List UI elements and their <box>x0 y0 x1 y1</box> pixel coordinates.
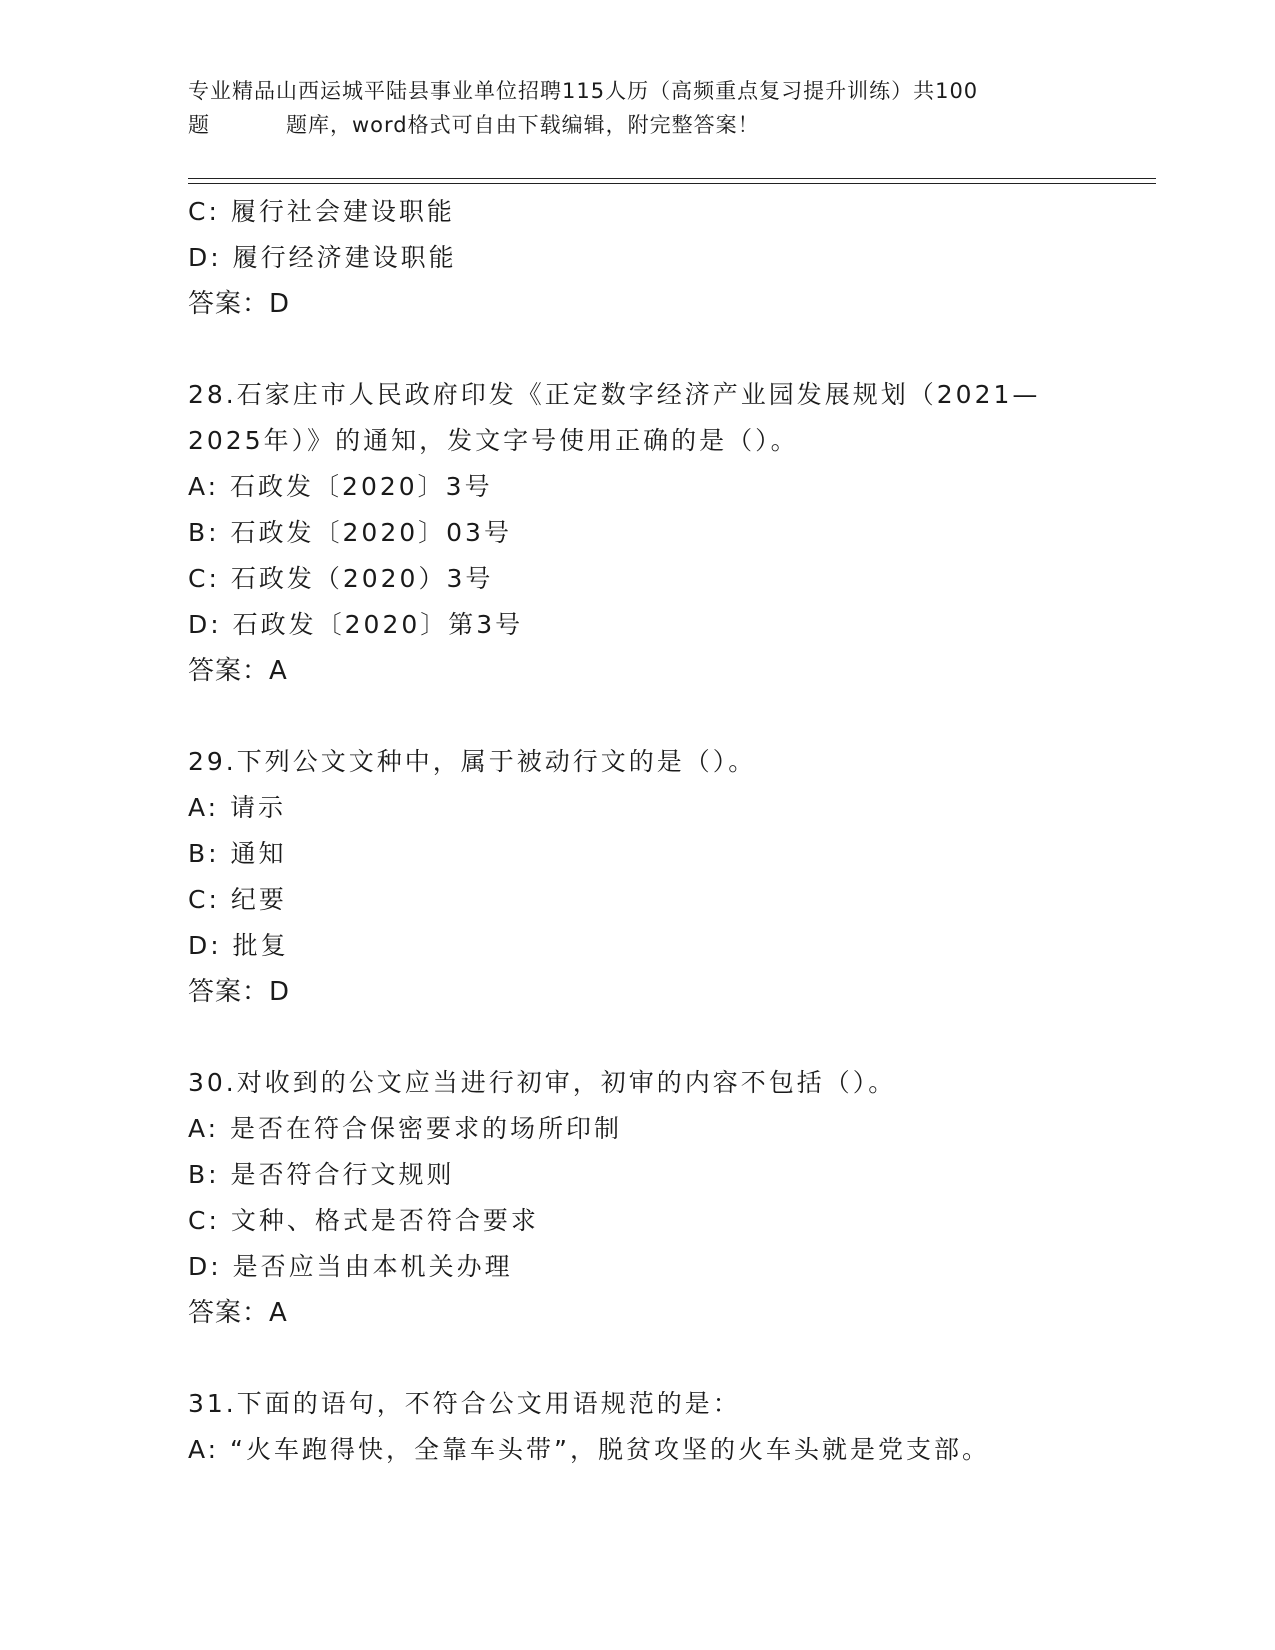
option-b <box>188 510 1148 556</box>
option-d <box>188 1244 1148 1290</box>
option-a <box>188 785 1148 831</box>
option-label: D: <box>188 243 222 272</box>
option-text: “火车跑得快，全靠车头带”，脱贫攻坚的火车头就是党支部。 <box>230 1435 990 1464</box>
option-b <box>188 831 1148 877</box>
option-text: 石政发（2020）3号 <box>230 564 494 593</box>
option-text: 请示 <box>230 793 287 822</box>
question-text-line: 28.石家庄市人民政府印发《正定数字经济产业园发展规划（2021— <box>188 380 1041 409</box>
question-block-27-continued <box>188 189 1148 327</box>
question-text-line: 2025年）》的通知，发文字号使用正确的是（）。 <box>188 426 799 455</box>
option-text: 是否应当由本机关办理 <box>232 1252 513 1281</box>
header-divider-top <box>188 178 1156 179</box>
option-b <box>188 1152 1148 1198</box>
document-header <box>188 74 1088 142</box>
answer-line: 答案：A <box>188 1298 288 1328</box>
option-c <box>188 556 1148 602</box>
option-text: 石政发〔2020〕03号 <box>230 518 512 547</box>
option-d <box>188 602 1148 648</box>
option-label: B: <box>188 1160 220 1189</box>
option-a <box>188 1106 1148 1152</box>
option-text: 履行社会建设职能 <box>230 197 455 226</box>
question-block-29 <box>188 739 1148 1015</box>
option-label: C: <box>188 1206 220 1235</box>
option-c <box>188 877 1148 923</box>
option-text: 通知 <box>230 839 287 868</box>
header-divider-bottom <box>188 183 1156 184</box>
document-body <box>188 189 1148 1473</box>
option-label: D: <box>188 931 222 960</box>
option-label: A: <box>188 793 220 822</box>
option-text: 石政发〔2020〕3号 <box>230 472 493 501</box>
question-text-line: 29.下列公文文种中，属于被动行文的是（）。 <box>188 747 757 776</box>
option-text: 是否符合行文规则 <box>230 1160 455 1189</box>
option-c <box>188 1198 1148 1244</box>
option-label: B: <box>188 839 220 868</box>
header-line2-left: 题 <box>188 113 210 137</box>
option-d <box>188 235 1148 281</box>
question-text-line: 30.对收到的公文应当进行初审，初审的内容不包括（）。 <box>188 1068 897 1097</box>
option-label: C: <box>188 885 220 914</box>
option-label: D: <box>188 610 222 639</box>
answer-line: 答案：A <box>188 656 288 686</box>
option-text: 履行经济建设职能 <box>232 243 457 272</box>
answer-line: 答案：D <box>188 289 291 319</box>
option-label: B: <box>188 518 220 547</box>
option-text: 文种、格式是否符合要求 <box>230 1206 539 1235</box>
option-label: D: <box>188 1252 222 1281</box>
question-block-28 <box>188 372 1148 694</box>
option-text: 石政发〔2020〕第3号 <box>232 610 524 639</box>
option-label: A: <box>188 1114 220 1143</box>
option-label: A: <box>188 472 220 501</box>
option-text: 纪要 <box>230 885 287 914</box>
header-line2-right: 题库，word格式可自由下载编辑，附完整答案！ <box>286 113 760 137</box>
option-d <box>188 923 1148 969</box>
option-label: C: <box>188 564 220 593</box>
option-a <box>188 464 1148 510</box>
option-label: A: <box>188 1435 220 1464</box>
header-title-line1: 专业精品山西运城平陆县事业单位招聘115人历（高频重点复习提升训练）共100 <box>188 79 979 103</box>
question-text-line: 31.下面的语句，不符合公文用语规范的是： <box>188 1389 741 1418</box>
question-block-30 <box>188 1060 1148 1336</box>
header-title-line2 <box>188 108 1088 142</box>
option-text: 是否在符合保密要求的场所印制 <box>230 1114 623 1143</box>
option-text: 批复 <box>232 931 289 960</box>
option-c <box>188 189 1148 235</box>
question-block-31 <box>188 1381 1148 1473</box>
option-a <box>188 1427 1148 1473</box>
answer-line: 答案：D <box>188 977 291 1007</box>
option-label: C: <box>188 197 220 226</box>
